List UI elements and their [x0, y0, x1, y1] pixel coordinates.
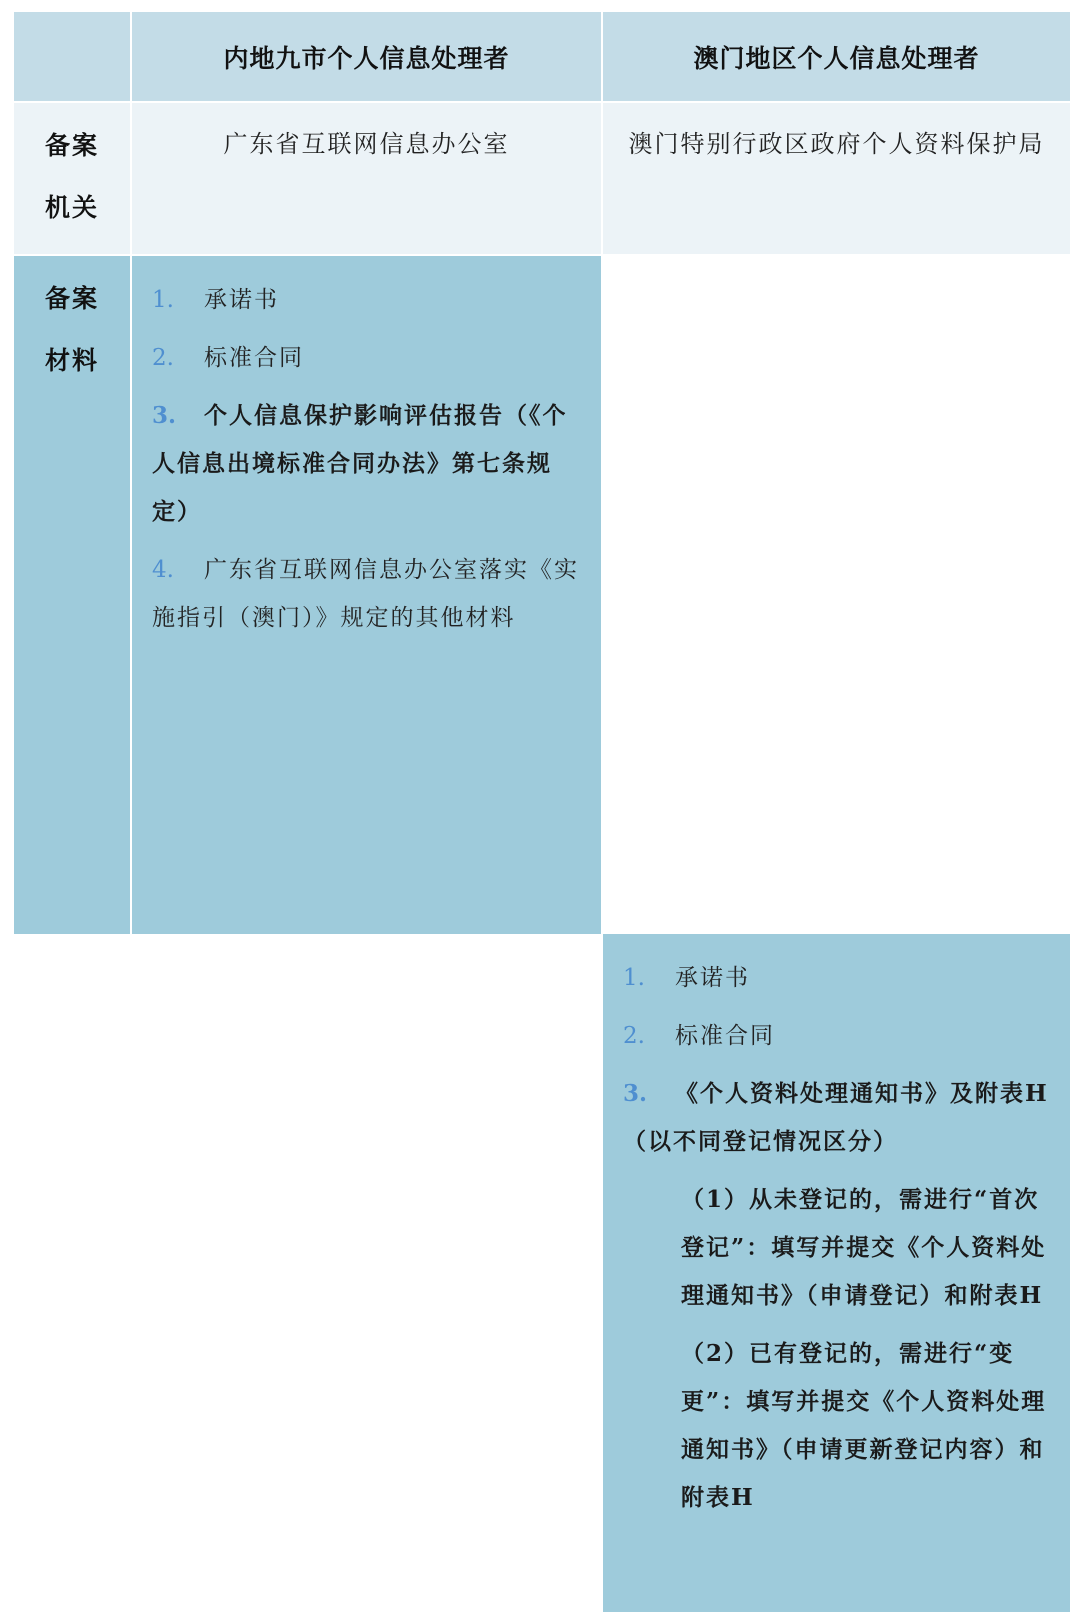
list-item-text: 标准合同	[204, 345, 304, 371]
list-item-text: 标准合同	[675, 1023, 775, 1049]
sub-item-change-registration: （2）已有登记的，需进行“变更”：填写并提交《个人资料处理通知书》（申请更新登记内容）和附表H	[681, 1340, 1047, 1511]
list-item	[152, 334, 587, 382]
list-number: 1.	[623, 965, 645, 991]
list-item-text: 个人信息保护影响评估报告（《个人信息出境标准合同办法》第七条规定）	[152, 402, 568, 525]
list-item	[623, 1070, 1056, 1166]
list-number: 1.	[152, 287, 174, 313]
agency-macao: 澳门特别行政区政府个人资料保护局	[603, 103, 1070, 254]
list-number: 2.	[623, 1023, 645, 1049]
materials-mainland-list	[132, 256, 601, 934]
header-corner-cell	[14, 12, 130, 101]
header-macao: 澳门地区个人信息处理者	[603, 12, 1070, 101]
list-number: 2.	[152, 345, 174, 371]
row-label-filing-agency	[14, 103, 130, 254]
list-item	[623, 954, 1056, 1002]
list-number: 4.	[152, 557, 174, 583]
materials-macao-list	[603, 934, 1070, 1612]
row-label-line: 机关	[44, 193, 99, 222]
row-label-line: 备案	[44, 131, 99, 160]
list-item-text: 承诺书	[204, 287, 279, 313]
list-number: 3.	[623, 1080, 648, 1107]
list-item-text: 广东省互联网信息办公室落实《实施指引（澳门）》规定的其他材料	[152, 557, 579, 631]
list-item	[623, 1012, 1056, 1060]
header-mainland: 内地九市个人信息处理者	[132, 12, 601, 101]
list-item-text: 《个人资料处理通知书》及附表H（以不同登记情况区分）	[623, 1080, 1049, 1155]
agency-mainland: 广东省互联网信息办公室	[132, 103, 601, 254]
list-item-text: 承诺书	[675, 965, 750, 991]
row-label-line: 备案	[44, 284, 99, 313]
row-label-line: 材料	[44, 346, 99, 375]
list-number: 3.	[152, 402, 177, 429]
list-item	[152, 392, 587, 536]
comparison-table	[14, 12, 1070, 1511]
row-label-filing-materials	[14, 256, 130, 934]
list-item	[152, 546, 587, 642]
sub-item-first-registration: （1）从未登记的，需进行“首次登记”：填写并提交《个人资料处理通知书》（申请登记）和附表H	[681, 1186, 1047, 1309]
list-item	[152, 276, 587, 324]
